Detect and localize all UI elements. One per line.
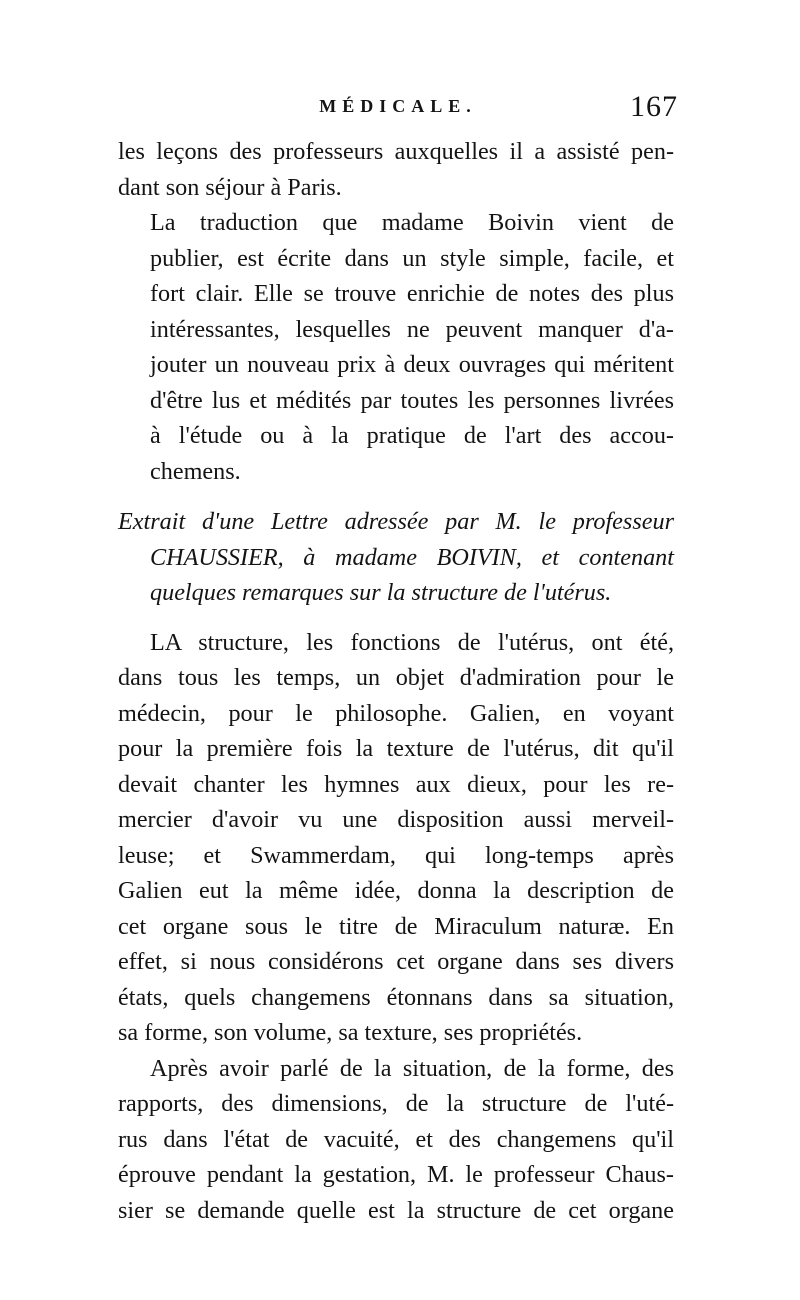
text-block [118,134,674,1228]
text-line: chemens. [150,457,241,485]
text-line: leuse; et Swammerdam, qui long-temps après [118,841,674,869]
text-line: médecin, pour le philosophe. Galien, en voyant [118,699,674,727]
text-line: d'être lus et médités par toutes les personnes livrées [150,386,674,414]
text-line: états, quels changemens étonnans dans sa situation, [118,983,674,1011]
paragraph-continued [118,134,674,205]
paragraph-translation [118,205,674,489]
text-line: Après avoir parlé de la situation, de la forme, des [150,1054,674,1082]
text-line: éprouve pendant la gestation, M. le professeur Chaus- [118,1161,674,1188]
text-line: jouter un nouveau prix à deux ouvrages qui méritent [150,351,674,378]
text-line: dant son séjour à Paris. [118,173,342,201]
text-line: La traduction que madame Boivin vient de [150,209,674,236]
text-line: sier se demande quelle est la structure de cet organe [118,1196,674,1224]
text-line: fort clair. Elle se trouve enrichie de notes des plus [150,280,674,307]
heading-line: CHAUSSIER, à madame BOIVIN, et contenant [150,543,674,571]
text-line: intéressantes, lesquelles ne peuvent manquer d'a- [150,315,674,343]
text-line: les leçons des professeurs auxquelles il a assisté pen- [118,138,674,165]
section-heading [118,504,674,611]
text-line: pour la première fois la texture de l'utérus, dit qu'il [118,735,674,762]
running-head-title: MÉDICALE. [319,96,477,116]
text-line: cet organe sous le titre de Miraculum naturæ. En [118,912,674,940]
heading-line: quelques remarques sur la structure de l'utérus. [150,579,612,606]
heading-line: Extrait d'une Lettre adressée par M. le professeur [118,508,674,535]
text-line: à l'étude ou à la pratique de l'art des accou- [150,422,674,449]
text-line: devait chanter les hymnes aux dieux, pour les re- [118,770,674,798]
page-number: 167 [630,90,678,123]
text-line: mercier d'avoir vu une disposition aussi merveil- [118,806,674,833]
paragraph-apres [118,1051,674,1229]
text-line: publier, est écrite dans un style simple, facile, et [150,244,674,272]
text-line: sa forme, son volume, sa texture, ses propriétés. [118,1019,583,1046]
text-line: LA structure, les fonctions de l'utérus, ont été, [150,628,674,656]
text-line: dans tous les temps, un objet d'admiration pour le [118,664,674,691]
text-line: rus dans l'état de vacuité, et des changemens qu'il [118,1125,674,1153]
text-line: Galien eut la même idée, donna la description de [118,877,674,904]
text-line: effet, si nous considérons cet organe dans ses divers [118,948,674,975]
running-head [118,90,678,130]
text-line: rapports, des dimensions, de la structure de l'uté- [118,1090,674,1117]
paragraph-structure [118,625,674,1051]
